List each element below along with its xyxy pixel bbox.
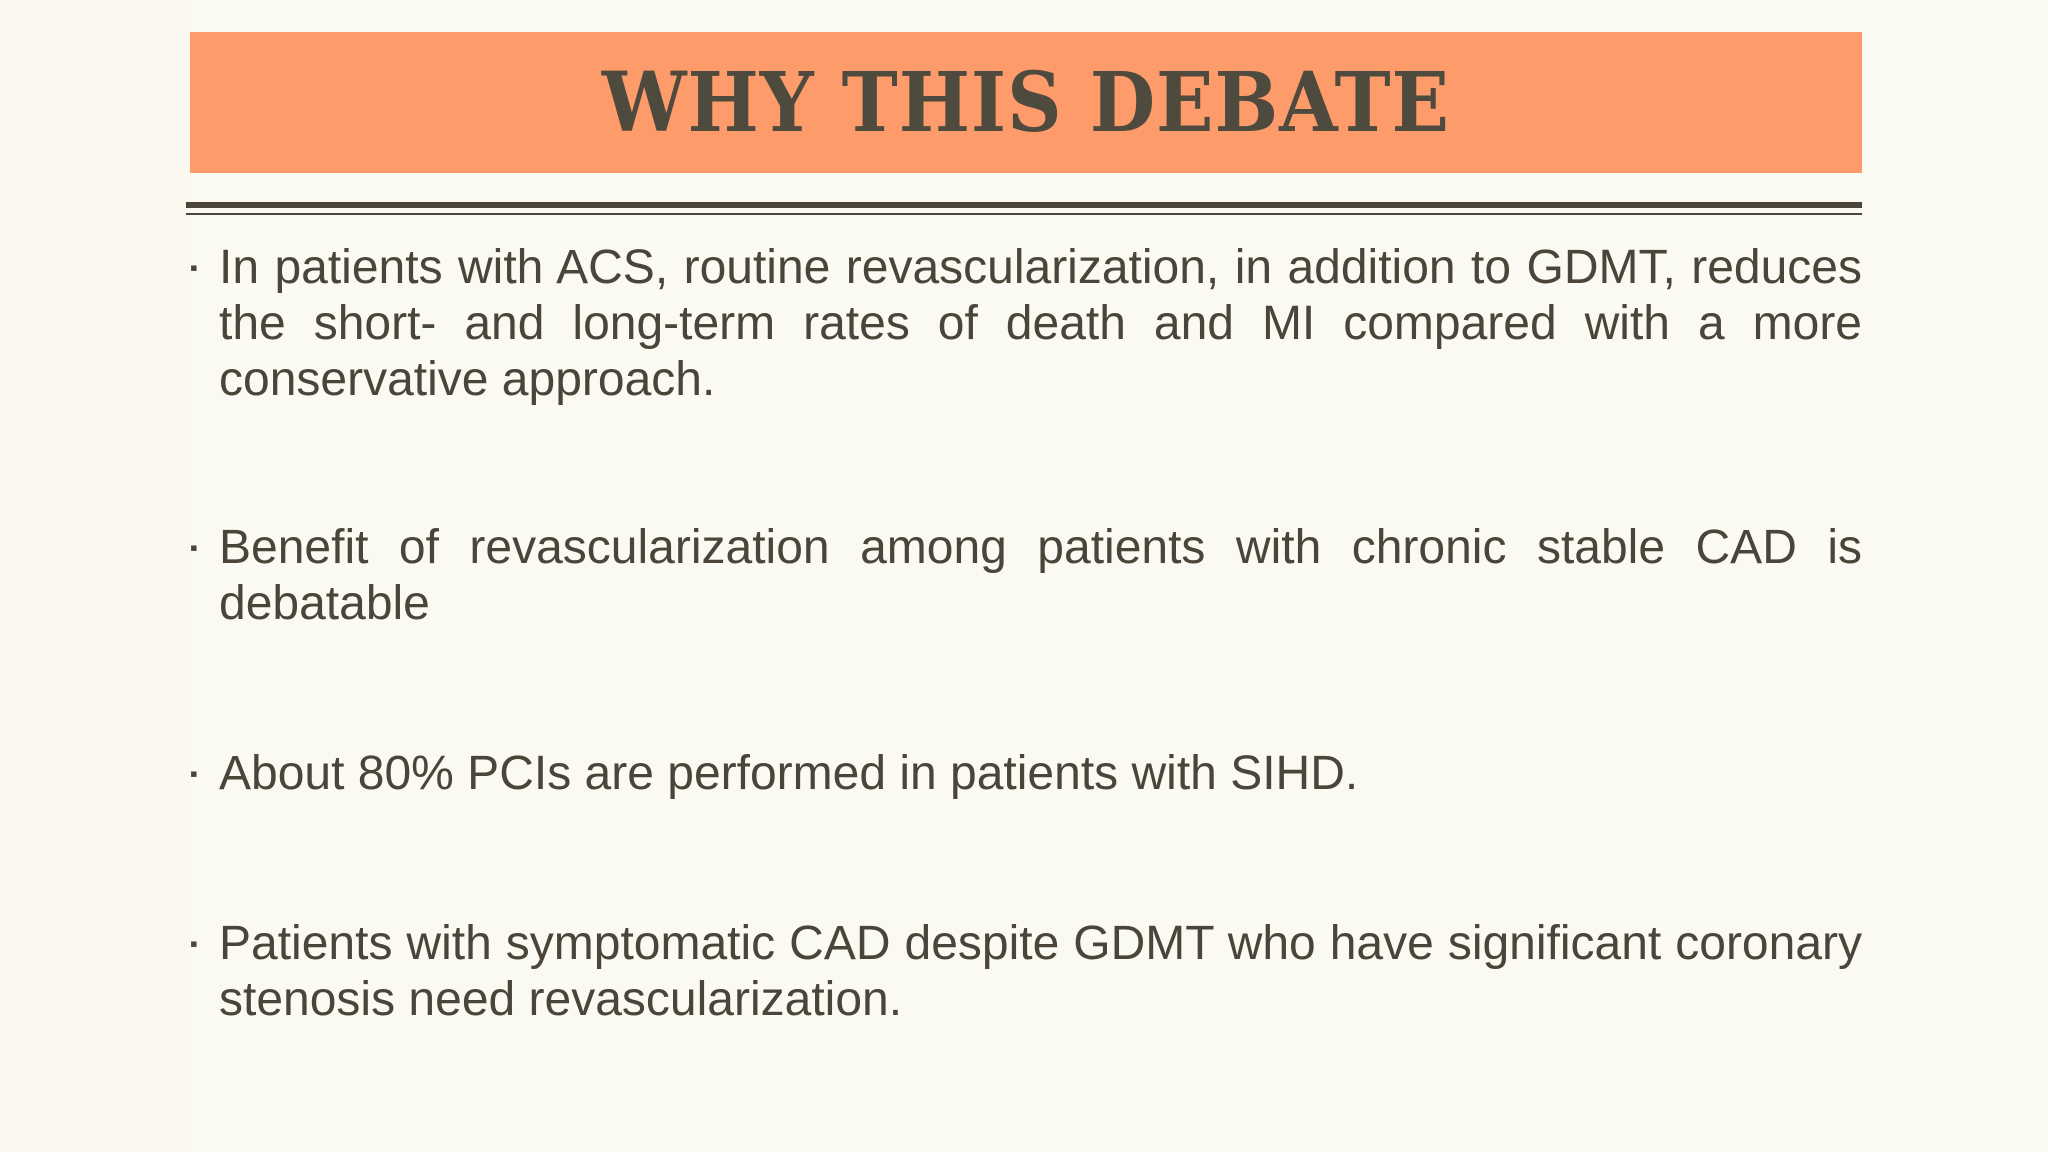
square-bullet-icon: ▪ [190,931,198,956]
bullet-text: Benefit of revascularization among patients with chronic stable CAD is debatable [219,521,1862,630]
bullet-item [190,746,1862,802]
side-panel [0,0,190,1152]
title-divider-thick [186,202,1862,208]
bullet-item [190,520,1862,632]
bullet-text: In patients with ACS, routine revascularization, in addition to GDMT, reduces the short- and long-term rates of death and MI compared with a more conservative approach. [219,241,1862,406]
bullet-item [190,240,1862,408]
slide-title: WHY THIS DEBATE [601,54,1451,151]
square-bullet-icon: ▪ [190,535,198,560]
bullet-text: About 80% PCIs are performed in patients with SIHD. [219,747,1359,800]
bullet-text: Patients with symptomatic CAD despite GDMT who have significant coronary stenosis need revascularization. [219,917,1862,1026]
square-bullet-icon: ▪ [190,761,198,786]
title-divider-thin [186,213,1862,215]
bullet-item [190,916,1862,1028]
title-bar [190,32,1862,173]
square-bullet-icon: ▪ [190,255,198,280]
